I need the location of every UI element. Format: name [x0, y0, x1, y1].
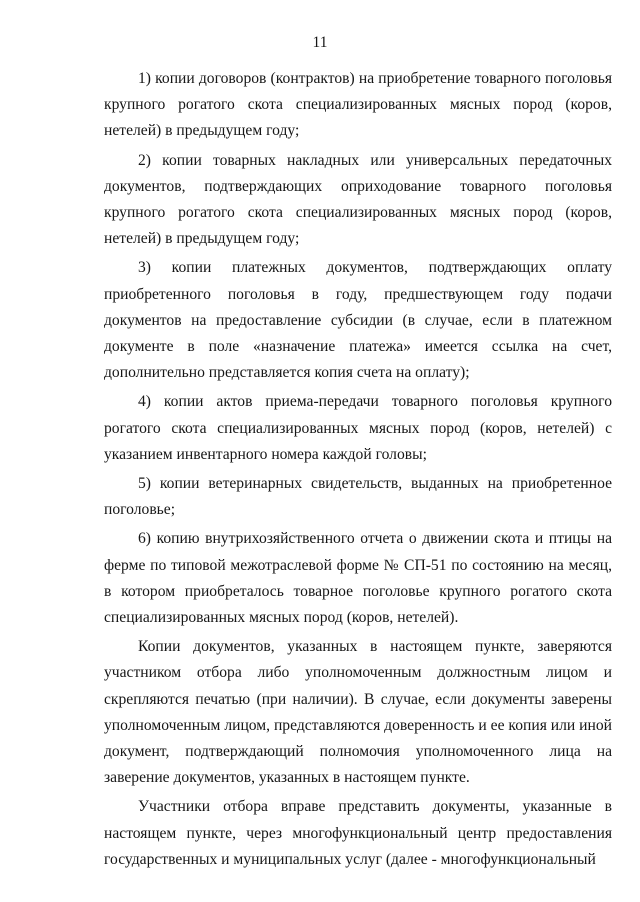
paragraph-item-3: 3) копии платежных документов, подтверждающих оплату приобретенного поголовья в году, предшествующем году подачи документов на предоставление субсидии (в случае, если в платежном документе в поле «назначение платежа» имеется ссылка на счет, дополнительно представляется копия счета на оплату); [104, 259, 612, 382]
paragraph-mfc-submission: Участники отбора вправе представить документы, указанные в настоящем пункте, через многофункциональный центр предоставления государственных и муниципальных услуг (далее - многофункциональный [104, 798, 612, 868]
paragraph-item-5: 5) копии ветеринарных свидетельств, выданных на приобретенное поголовье; [104, 475, 612, 519]
paragraph-item-4: 4) копии актов приема-передачи товарного поголовья крупного рогатого скота специализированных мясных пород (коров, нетелей) с указанием инвентарного номера каждой головы; [104, 393, 612, 463]
page-number: 11 [312, 34, 328, 51]
paragraph-certification: Копии документов, указанных в настоящем пункте, заверяются участником отбора либо уполномоченным должностным лицом и скрепляются печатью (при наличии). В случае, если документы заверены уполномоченным лицом, представляются доверенность и ее копия или иной документ, подтверждающий полномочия уполномоченного лица на заверение документов, указанных в настоящем пункте. [104, 638, 612, 787]
paragraph-item-2: 2) копии товарных накладных или универсальных передаточных документов, подтверждающих оприходование товарного поголовья крупного рогатого скота специализированных мясных пород (коров, нетелей) в предыдущем году; [104, 151, 612, 248]
document-body [104, 66, 612, 876]
paragraph-item-1: 1) копии договоров (контрактов) на приобретение товарного поголовья крупного рогатого скота специализированных мясных пород (коров, нетелей) в предыдущем году; [104, 70, 612, 140]
paragraph-item-6: 6) копию внутрихозяйственного отчета о движении скота и птицы на ферме по типовой межотраслевой форме № СП-51 по состоянию на месяц, в котором приобреталось товарное поголовье крупного рогатого скота специализированных мясных пород (коров, нетелей). [104, 530, 612, 627]
